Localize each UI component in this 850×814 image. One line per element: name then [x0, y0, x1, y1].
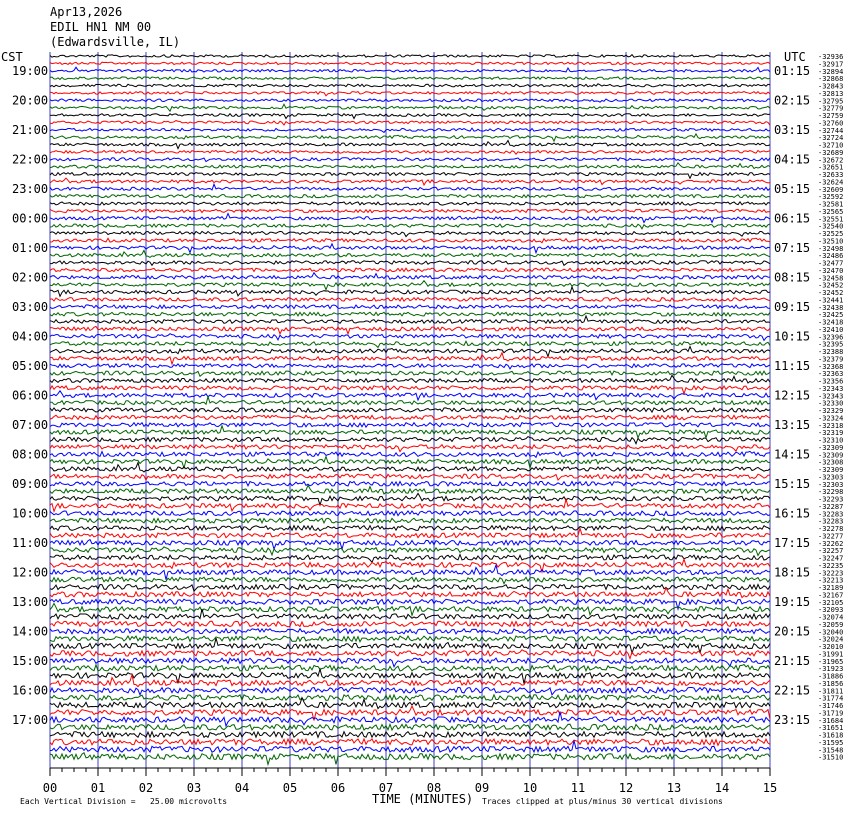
seismic-trace	[50, 214, 770, 223]
seismic-trace	[50, 397, 770, 405]
scale-note: Each Vertical Division = 25.00 microvolts	[20, 797, 228, 806]
seismic-trace	[50, 178, 770, 185]
trace-offset-label: -32310	[818, 436, 844, 445]
trace-offset-label: -32093	[818, 606, 844, 615]
seismic-trace	[50, 312, 770, 316]
trace-offset-label: -32425	[818, 311, 844, 320]
seismic-trace	[50, 437, 770, 444]
seismic-trace	[50, 375, 770, 383]
seismic-trace	[50, 665, 770, 673]
header-date: Apr13,2026	[50, 5, 123, 19]
trace-offset-label: -31923	[818, 665, 844, 674]
trace-offset-label: -32010	[818, 643, 844, 651]
right-hour-label: 16:15	[774, 506, 811, 521]
trace-offset-label: -32565	[818, 207, 844, 216]
seismic-trace	[50, 511, 770, 516]
seismic-trace	[50, 371, 770, 376]
right-hour-label: 15:15	[774, 476, 811, 491]
seismic-trace	[50, 121, 770, 126]
seismic-trace	[50, 499, 770, 511]
seismic-trace	[50, 92, 770, 96]
trace-offset-label: -32298	[818, 488, 844, 497]
seismic-trace	[50, 698, 770, 709]
seismic-trace	[50, 141, 770, 149]
seismic-trace	[50, 224, 770, 229]
trace-offset-label: -32324	[818, 414, 844, 423]
trace-offset-label: -32724	[818, 134, 844, 143]
seismic-trace	[50, 316, 770, 323]
seismic-trace	[50, 268, 770, 272]
seismic-trace	[50, 238, 770, 243]
seismic-trace	[50, 636, 770, 642]
x-tick-label: 14	[714, 781, 730, 795]
trace-offset-label: -32283	[818, 510, 844, 519]
trace-offset-label: -32395	[818, 340, 844, 349]
trace-offset-label: -32551	[818, 215, 844, 224]
trace-offset-label: -32167	[818, 591, 844, 600]
trace-offset-label: -32356	[818, 377, 844, 386]
seismic-trace	[50, 559, 770, 572]
left-hour-label: 23:00	[12, 181, 49, 196]
trace-offset-label: -32452	[818, 281, 844, 290]
trace-offset-label: -32843	[818, 82, 844, 91]
trace-offset-label: -32309	[818, 466, 844, 474]
left-hour-label: 09:00	[12, 476, 49, 491]
trace-offset-label: -32744	[818, 126, 844, 135]
trace-offset-label: -32470	[818, 266, 844, 275]
trace-offset-label: -32452	[818, 289, 844, 297]
trace-offset-label: -32633	[818, 171, 844, 179]
right-hour-label: 14:15	[774, 447, 811, 462]
seismic-trace	[50, 184, 770, 190]
trace-offset-label: -32418	[818, 318, 844, 327]
right-hour-label: 03:15	[774, 122, 811, 137]
x-tick-label: 11	[570, 781, 586, 795]
seismic-trace	[50, 353, 770, 364]
left-hour-label: 12:00	[12, 565, 49, 580]
trace-offset-label: -32040	[818, 628, 844, 637]
trace-offset-label: -32303	[818, 473, 844, 482]
trace-offset-label: -31684	[818, 716, 844, 725]
right-hour-label: 12:15	[774, 388, 811, 403]
seismic-trace	[50, 334, 770, 341]
right-hour-label: 22:15	[774, 683, 811, 698]
seismic-trace	[50, 426, 770, 438]
seismic-trace	[50, 408, 770, 412]
x-tick-label: 15	[762, 781, 778, 795]
trace-offset-label: -32689	[818, 148, 844, 157]
trace-offset-label: -32592	[818, 193, 844, 202]
header-location: (Edwardsville, IL)	[50, 35, 181, 49]
seismic-trace	[50, 298, 770, 302]
trace-offset-label: -32868	[818, 75, 844, 84]
seismic-trace	[50, 482, 770, 487]
trace-offset-label: -32672	[818, 156, 844, 165]
seismic-trace	[50, 603, 770, 615]
trace-offset-label: -32303	[818, 480, 844, 489]
seismic-trace	[50, 445, 770, 452]
seismic-trace	[50, 650, 770, 659]
trace-offset-label: -31965	[818, 657, 844, 666]
seismic-trace	[50, 493, 770, 505]
left-hour-label: 07:00	[12, 417, 49, 432]
seismic-trace	[50, 555, 770, 563]
trace-offset-label: -32329	[818, 407, 844, 415]
right-hour-label: 11:15	[774, 358, 811, 373]
seismic-trace	[50, 415, 770, 420]
seismic-trace	[50, 528, 770, 537]
trace-offset-label: -32760	[818, 119, 844, 128]
left-hour-label: 11:00	[12, 535, 49, 550]
trace-offset-label: -32343	[818, 392, 844, 401]
x-tick-label: 06	[330, 781, 346, 795]
left-hour-label: 00:00	[12, 211, 49, 226]
right-hour-label: 19:15	[774, 594, 811, 609]
left-hour-label: 14:00	[12, 624, 49, 639]
seismic-trace	[50, 474, 770, 480]
x-tick-label: 07	[378, 781, 394, 795]
seismic-trace	[50, 724, 770, 730]
trace-offset-label: -32936	[818, 53, 844, 61]
right-hour-label: 04:15	[774, 152, 811, 167]
left-hour-label: 08:00	[12, 447, 49, 462]
seismic-trace	[50, 261, 770, 266]
left-hour-label: 21:00	[12, 122, 49, 137]
seismic-trace	[50, 326, 770, 333]
trace-offset-label: -32059	[818, 620, 844, 629]
seismic-trace	[50, 386, 770, 394]
left-hour-label: 06:00	[12, 388, 49, 403]
trace-offset-label: -32486	[818, 252, 844, 261]
right-hour-label: 09:15	[774, 299, 811, 314]
trace-offset-label: -32223	[818, 569, 844, 578]
trace-offset-label: -32213	[818, 576, 844, 585]
right-hour-label: 13:15	[774, 417, 811, 432]
trace-offset-label: -32498	[818, 244, 844, 253]
trace-offset-label: -31774	[818, 694, 844, 703]
seismic-trace	[50, 577, 770, 584]
right-hour-label: 01:15	[774, 63, 811, 78]
seismic-trace	[50, 209, 770, 212]
trace-offset-label: -31548	[818, 746, 844, 755]
trace-offset-label: -32477	[818, 259, 844, 268]
trace-offset-label: -31719	[818, 709, 844, 718]
seismic-trace	[50, 273, 770, 280]
trace-offset-label: -32651	[818, 163, 844, 172]
trace-offset-label: -32388	[818, 348, 844, 356]
seismic-trace	[50, 712, 770, 727]
seismic-trace	[50, 547, 770, 556]
seismic-trace	[50, 732, 770, 738]
seismic-trace	[50, 287, 770, 297]
seismic-trace	[50, 67, 770, 72]
seismic-trace	[50, 163, 770, 169]
trace-offset-label: -32235	[818, 561, 844, 570]
right-hour-label: 07:15	[774, 240, 811, 255]
seismic-trace	[50, 244, 770, 253]
trace-offset-label: -31510	[818, 753, 844, 762]
left-hour-label: 13:00	[12, 594, 49, 609]
right-hour-label: 23:15	[774, 712, 811, 727]
trace-offset-label: -32308	[818, 458, 844, 467]
seismic-trace	[50, 585, 770, 592]
left-hour-label: 19:00	[12, 63, 49, 78]
trace-offset-label: -32363	[818, 370, 844, 379]
trace-offset-label: -32287	[818, 502, 844, 511]
x-tick-label: 09	[474, 781, 490, 795]
seismic-trace	[50, 128, 770, 132]
trace-offset-label: -32024	[818, 635, 844, 644]
trace-offset-label: -31856	[818, 679, 844, 688]
seismic-trace	[50, 588, 770, 598]
x-tick-label: 10	[522, 781, 538, 795]
right-hour-label: 10:15	[774, 329, 811, 344]
right-hour-label: 18:15	[774, 565, 811, 580]
seismic-trace	[50, 134, 770, 141]
left-hour-label: 10:00	[12, 506, 49, 521]
seismic-trace	[50, 621, 770, 627]
trace-offset-label: -32278	[818, 525, 844, 533]
trace-offset-label: -32262	[818, 539, 844, 548]
seismic-trace	[50, 341, 770, 347]
seismic-trace	[50, 62, 770, 64]
trace-offset-label: -31746	[818, 702, 844, 710]
trace-offset-label: -32710	[818, 141, 844, 150]
x-tick-label: 08	[426, 781, 442, 795]
x-tick-label: 13	[666, 781, 682, 795]
left-hour-label: 15:00	[12, 653, 49, 668]
seismic-trace	[50, 84, 770, 87]
left-hour-label: 03:00	[12, 299, 49, 314]
trace-offset-label: -32813	[818, 89, 844, 98]
trace-offset-label: -31991	[818, 650, 844, 659]
trace-offset-label: -32525	[818, 230, 844, 238]
trace-offset-label: -32410	[818, 325, 844, 334]
trace-offset-label: -32759	[818, 112, 844, 120]
seismic-trace	[50, 114, 770, 119]
trace-offset-label: -32319	[818, 429, 844, 438]
trace-offset-label: -31651	[818, 724, 844, 733]
seismic-trace	[50, 173, 770, 179]
seismic-trace	[50, 158, 770, 162]
trace-offset-label: -32257	[818, 547, 844, 556]
seismic-trace	[50, 98, 770, 102]
trace-offset-label: -32283	[818, 517, 844, 526]
left-hour-label: 22:00	[12, 152, 49, 167]
trace-offset-label: -32458	[818, 274, 844, 283]
right-hour-label: 02:15	[774, 93, 811, 108]
seismic-trace	[50, 706, 770, 720]
seismic-trace	[50, 281, 770, 290]
trace-offset-label: -32540	[818, 222, 844, 231]
trace-offset-label: -32247	[818, 554, 844, 563]
seismic-trace	[50, 526, 770, 531]
x-axis-label: TIME (MINUTES)	[372, 792, 474, 806]
right-hour-label: 08:15	[774, 270, 811, 285]
seismic-trace	[50, 250, 770, 257]
trace-offset-label: -32309	[818, 443, 844, 452]
x-tick-label: 03	[186, 781, 202, 795]
trace-offset-label: -31886	[818, 672, 844, 681]
seismic-trace	[50, 739, 770, 745]
seismic-trace	[50, 305, 770, 309]
seismic-trace	[50, 451, 770, 457]
x-tick-label: 00	[42, 781, 58, 795]
left-timezone-label: CST	[1, 50, 23, 64]
right-hour-label: 20:15	[774, 624, 811, 639]
seismic-trace	[50, 695, 770, 701]
trace-offset-label: -32330	[818, 399, 844, 408]
seismic-trace	[50, 423, 770, 428]
trace-offset-label: -32894	[818, 67, 844, 76]
seismic-trace	[50, 753, 770, 765]
trace-offset-label: -32368	[818, 362, 844, 371]
trace-offset-label: -32309	[818, 451, 844, 460]
x-tick-label: 02	[138, 781, 154, 795]
clip-note: Traces clipped at plus/minus 30 vertical divisions	[482, 797, 723, 806]
left-hour-label: 16:00	[12, 683, 49, 698]
seismic-trace	[50, 687, 770, 694]
right-timezone-label: UTC	[784, 50, 806, 64]
header-station: EDIL HN1 NM 00	[50, 20, 152, 34]
trace-offset-label: -32581	[818, 200, 844, 209]
seismic-trace	[50, 55, 770, 58]
trace-offset-label: -32441	[818, 296, 844, 305]
x-tick-label: 05	[282, 781, 298, 795]
trace-offset-label: -32396	[818, 333, 844, 342]
trace-offset-label: -31595	[818, 738, 844, 747]
seismic-trace	[50, 77, 770, 80]
left-hour-label: 02:00	[12, 270, 49, 285]
x-tick-label: 01	[90, 781, 106, 795]
left-hour-label: 17:00	[12, 712, 49, 727]
left-hour-label: 05:00	[12, 358, 49, 373]
seismic-trace	[50, 195, 770, 198]
trace-offset-label: -32074	[818, 613, 844, 622]
trace-offset-label: -32379	[818, 355, 844, 364]
left-hour-label: 01:00	[12, 240, 49, 255]
trace-offset-label: -32624	[818, 178, 844, 187]
trace-offset-label: -32318	[818, 421, 844, 430]
trace-offset-label: -32795	[818, 97, 844, 106]
seismic-trace	[50, 629, 770, 635]
right-hour-label: 05:15	[774, 181, 811, 196]
left-hour-label: 20:00	[12, 93, 49, 108]
x-tick-label: 12	[618, 781, 634, 795]
trace-offset-label: -32189	[818, 584, 844, 592]
right-hour-label: 17:15	[774, 535, 811, 550]
seismic-trace	[50, 150, 770, 154]
seismic-trace	[50, 231, 770, 236]
trace-offset-label: -31811	[818, 687, 844, 696]
seismic-trace	[50, 104, 770, 111]
trace-offset-label: -32105	[818, 598, 844, 607]
trace-offset-label: -31618	[818, 731, 844, 740]
right-hour-label: 21:15	[774, 653, 811, 668]
trace-offset-label: -32917	[818, 60, 844, 69]
trace-offset-label: -32343	[818, 384, 844, 393]
seismic-trace	[50, 391, 770, 400]
seismic-trace	[50, 463, 770, 472]
trace-offset-label: -32609	[818, 185, 844, 194]
seismic-trace	[50, 518, 770, 523]
trace-offset-label: -32779	[818, 104, 844, 113]
seismic-trace	[50, 364, 770, 369]
trace-offset-label: -32510	[818, 237, 844, 246]
trace-offset-label: -32277	[818, 532, 844, 541]
seismic-trace	[50, 457, 770, 469]
trace-offset-label: -32438	[818, 303, 844, 312]
left-hour-label: 04:00	[12, 329, 49, 344]
right-hour-label: 06:15	[774, 211, 811, 226]
trace-offset-label: -32293	[818, 495, 844, 504]
x-tick-label: 04	[234, 781, 250, 795]
seismic-trace	[50, 202, 770, 205]
seismic-trace	[50, 347, 770, 357]
